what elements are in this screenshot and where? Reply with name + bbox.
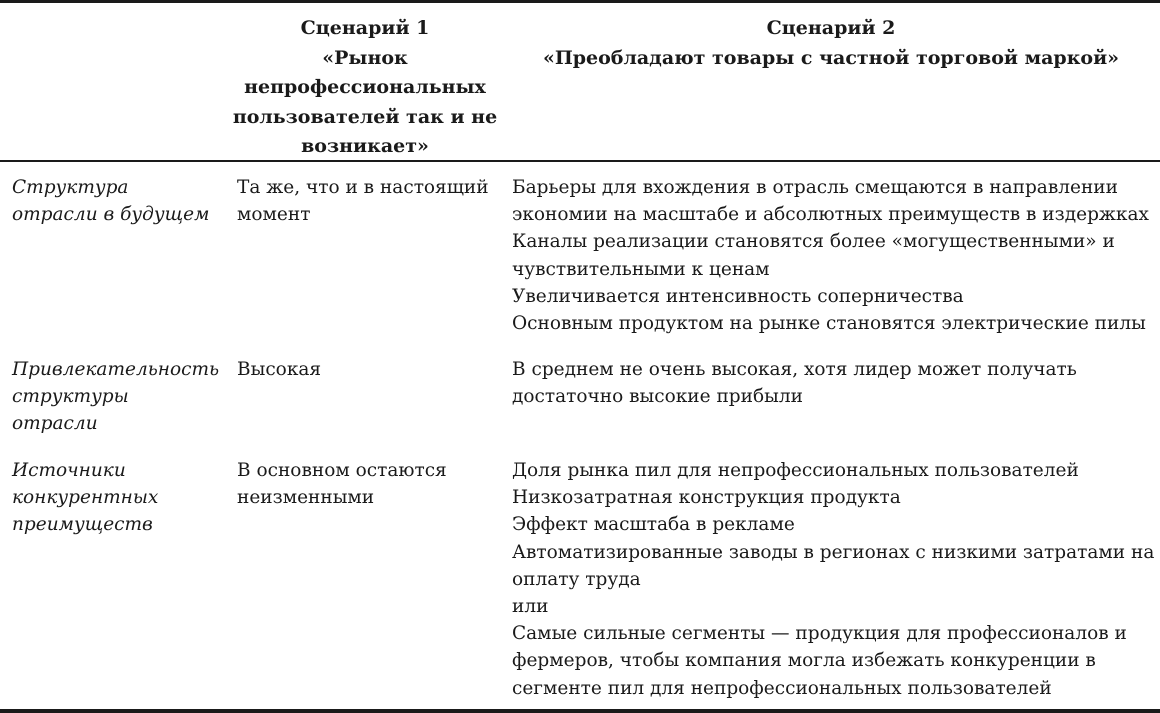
row-label-line: Источники	[12, 460, 126, 481]
top-rule	[0, 0, 1160, 3]
cell-line: фермеров, чтобы компания могла избежать конкуренции в	[512, 650, 1096, 672]
header-scenario-1	[232, 14, 498, 162]
header-line: Сценарий 1	[300, 17, 430, 39]
cell-line: экономии на масштабе и абсолютных преимуществ в издержках	[512, 204, 1149, 226]
cell-line: Та же, что и в настоящий	[237, 177, 489, 198]
row-structure-scenario-1	[237, 174, 489, 228]
row-label-sources	[12, 457, 158, 539]
cell-line: Барьеры для вхождения в отрасль смещаются в направлении	[512, 177, 1118, 198]
cell-line: момент	[237, 204, 311, 226]
row-label-line: отрасли в будущем	[12, 204, 210, 226]
row-label-line: преимуществ	[12, 514, 153, 536]
cell-line: В основном остаются	[237, 460, 447, 481]
row-label-structure	[12, 174, 209, 228]
header-line: Сценарий 2	[766, 17, 896, 39]
row-label-line: конкурентных	[12, 487, 159, 509]
header-scenario-2	[506, 14, 1156, 73]
header-line: непрофессиональных	[244, 76, 486, 98]
header-line: пользователей так и не	[232, 105, 498, 128]
cell-line: Увеличивается интенсивность соперничества	[512, 285, 964, 307]
cell-line: Эффект масштаба в рекламе	[512, 514, 795, 536]
row-sources-scenario-1	[237, 457, 447, 511]
cell-line: Самые сильные сегменты — продукция для профессионалов и	[512, 623, 1127, 645]
row-label-attractiveness	[12, 356, 219, 438]
header-line: «Преобладают товары с частной торговой маркой»	[542, 46, 1120, 69]
row-sources-scenario-2	[512, 457, 1154, 702]
row-label-line: Структура	[12, 177, 129, 198]
cell-line: оплату труда	[512, 568, 641, 590]
cell-line: В среднем не очень высокая, хотя лидер может получать	[512, 359, 1077, 380]
header-rule	[0, 160, 1160, 162]
cell-line: Каналы реализации становятся более «могущественными» и	[512, 231, 1115, 253]
header-line: «Рынок	[322, 46, 408, 69]
cell-line: Автоматизированные заводы в регионах с низкими затратами на	[512, 541, 1155, 563]
cell-line: Основным продуктом на рынке становятся электрические пилы	[512, 313, 1146, 335]
cell-line: Высокая	[237, 359, 322, 380]
cell-line: достаточно высокие прибыли	[512, 386, 803, 408]
row-label-line: отрасли	[12, 413, 98, 435]
cell-line: чувствительными к ценам	[512, 258, 770, 280]
header-line: возникает»	[301, 135, 429, 157]
cell-line: сегменте пил для непрофессиональных пользователей	[512, 677, 1052, 699]
row-label-line: структуры	[12, 386, 129, 408]
row-label-line: Привлекательность	[12, 359, 220, 380]
row-attractiveness-scenario-2	[512, 356, 1077, 410]
row-attractiveness-scenario-1	[237, 356, 321, 383]
bottom-rule	[0, 709, 1160, 713]
cell-line: или	[512, 596, 549, 618]
cell-line: Низкозатратная конструкция продукта	[512, 487, 901, 509]
cell-line: неизменными	[237, 487, 375, 509]
row-structure-scenario-2	[512, 174, 1149, 337]
cell-line: Доля рынка пил для непрофессиональных пользователей	[512, 460, 1079, 481]
